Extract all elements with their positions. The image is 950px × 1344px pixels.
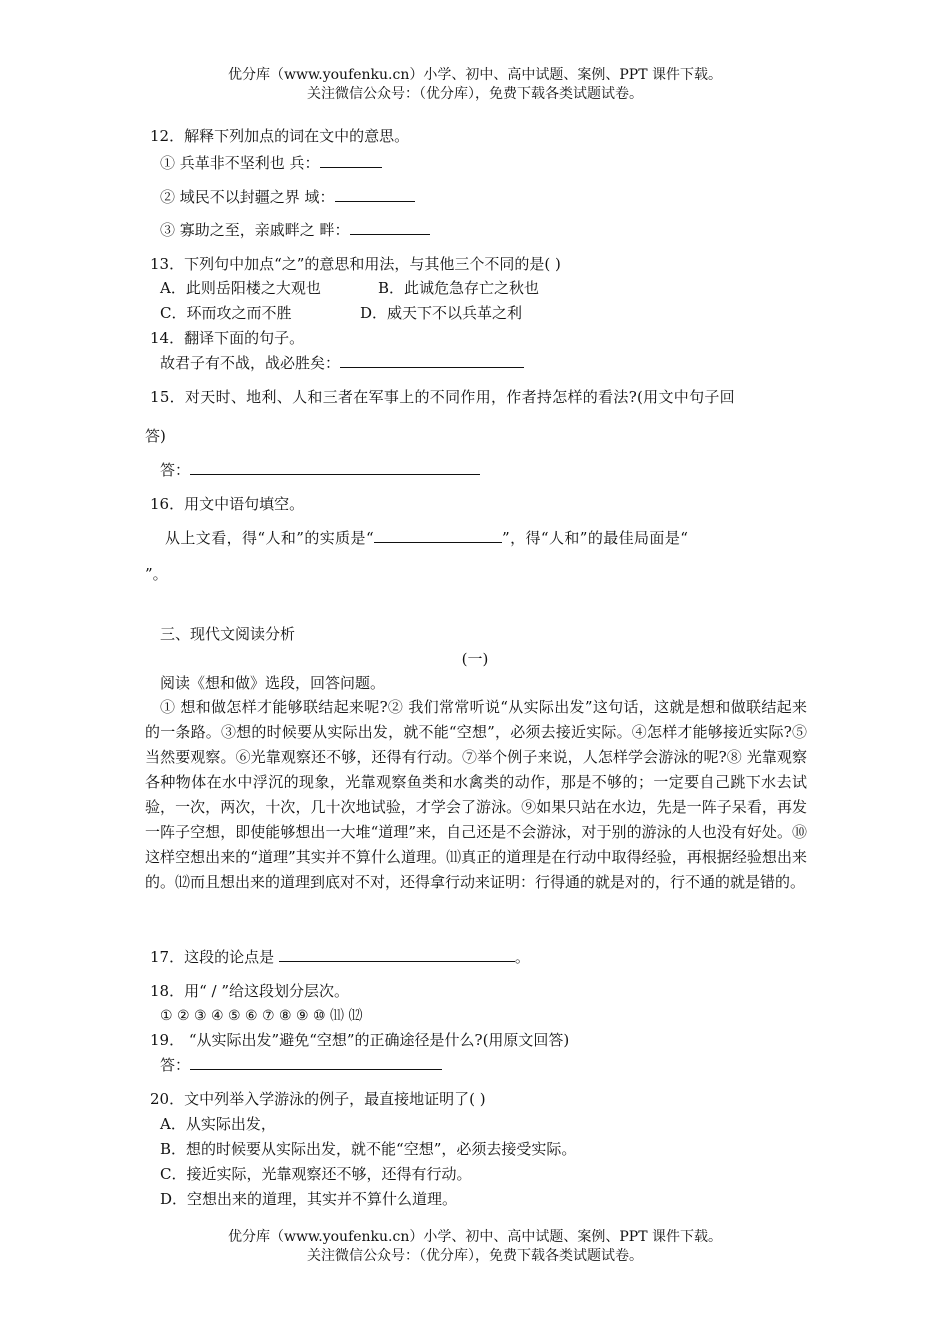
q16-stem: 16．用文中语句填空。 — [150, 495, 305, 513]
q13-option-b[interactable]: B．此诚危急存亡之秋也 — [378, 279, 540, 297]
q15-answer — [160, 459, 480, 481]
q17-stem: 17．这段的论点是 — [150, 948, 275, 966]
footer-line-1: 优分库（www.youfenku.cn）小学、初中、高中试题、案例、PPT 课件下载。 — [227, 1229, 722, 1245]
footer-line-2: 关注微信公众号：（优分库），免费下载各类试题试卷。 — [307, 1248, 643, 1264]
q19-answer — [160, 1054, 442, 1076]
q16-text-3: ”。 — [145, 565, 168, 583]
reading-passage: ① 想和做怎样才能够联结起来呢?② 我们常常听说“从实际出发”这句话，这就是想和做联结起来的一条路。③想的时候要从实际出发，就不能“空想”，必须去接近实际。④怎样才能够接近实际?⑤ 当然要观察。⑥光靠观察还不够，还得有行动。⑦举个例子来说，人怎样学会游泳的呢?⑧ 光靠观察各种物体在水中浮沉的现象，光靠观察鱼类和水禽类的动作，那是不够的；一定要自己跳下水去试验，一次，两次，十次，几十次地试验，才学会了游泳。⑨如果只站在水边，先是一阵子呆看，再发一阵子空想，即使能够想出一大堆“道理”来，自己还是不会游泳，对于别的游泳的人也没有好处。⑩这样空想出来的“道理”其实并不算什么道理。⑾真正的道理是在行动中取得经验，再根据经验想出来的。⑿而且想出来的道理到底对不对，还得拿行动来证明：行得通的就是对的，行不通的就是错的。 — [145, 698, 807, 891]
q19-stem: 19． “从实际出发”避免“空想”的正确途径是什么?(用原文回答) — [150, 1031, 570, 1049]
q20-option-a[interactable]: A．从实际出发， — [160, 1115, 276, 1133]
q15-answer-label: 答： — [160, 461, 191, 479]
q12-item-3-blank[interactable] — [350, 219, 430, 235]
q19-answer-label: 答： — [160, 1056, 191, 1074]
q20-stem: 20．文中列举入学游泳的例子，最直接地证明了( ) — [150, 1090, 486, 1108]
section-3-intro: 阅读《想和做》选段，回答问题。 — [160, 674, 386, 692]
q12-item-1-text: ① 兵革非不坚利也 兵： — [160, 154, 320, 172]
page-header — [0, 66, 950, 104]
q12-item-1 — [160, 152, 382, 174]
q14-sentence-text: 故君子有不战，战必胜矣： — [160, 354, 341, 372]
q14-sentence — [160, 352, 524, 374]
q13-stem: 13．下列句中加点“之”的意思和用法，与其他三个不同的是( ) — [150, 255, 561, 273]
q13-option-a[interactable]: A．此则岳阳楼之大观也 — [160, 279, 321, 297]
q14-stem: 14．翻译下面的句子。 — [150, 329, 305, 347]
q12-item-1-blank[interactable] — [320, 152, 382, 168]
q12-item-2-blank[interactable] — [335, 186, 415, 202]
q17 — [150, 946, 530, 968]
q12-item-3-text: ③ 寡助之至，亲戚畔之 畔： — [160, 221, 350, 239]
q12-stem: 12．解释下列加点的词在文中的意思。 — [150, 127, 410, 145]
section-3-title: 三、现代文阅读分析 — [160, 625, 296, 643]
page-footer — [0, 1228, 950, 1266]
q20-option-c[interactable]: C．接近实际，光靠观察还不够，还得有行动。 — [160, 1165, 472, 1183]
q18-marks: ① ② ③ ④ ⑤ ⑥ ⑦ ⑧ ⑨ ⑩ ⑾ ⑿ — [160, 1008, 363, 1024]
header-line-2: 关注微信公众号：（优分库），免费下载各类试题试卷。 — [307, 86, 643, 102]
q12-item-2-text: ② 域民不以封疆之界 域： — [160, 188, 335, 206]
q19-answer-blank[interactable] — [190, 1054, 442, 1070]
q15-answer-blank[interactable] — [190, 459, 480, 475]
q16-blank-1[interactable] — [374, 527, 502, 543]
q15-stem-line-2: 答) — [145, 427, 166, 445]
q16-fill-line — [165, 527, 688, 549]
q17-end: 。 — [514, 948, 530, 966]
section-3-subtitle: (一) — [461, 650, 489, 668]
q17-answer-blank[interactable] — [279, 946, 515, 962]
q12-item-3 — [160, 219, 430, 241]
q16-text-2: ”，得“人和”的最佳局面是“ — [502, 529, 689, 547]
q12-item-2 — [160, 186, 415, 208]
q15-stem-line-1: 15．对天时、地利、人和三者在军事上的不同作用，作者持怎样的看法?(用文中句子回 — [150, 388, 735, 406]
q20-option-b[interactable]: B．想的时候要从实际出发，就不能“空想”，必须去接受实际。 — [160, 1140, 577, 1158]
q16-text-1: 从上文看，得“人和”的实质是“ — [165, 529, 375, 547]
q13-option-d[interactable]: D．威天下不以兵革之利 — [360, 304, 523, 322]
q13-option-c[interactable]: C．环而攻之而不胜 — [160, 304, 292, 322]
q14-answer-blank[interactable] — [340, 352, 524, 368]
q20-option-d[interactable]: D．空想出来的道理，其实并不算什么道理。 — [160, 1190, 458, 1208]
q18-stem: 18．用“ / ”给这段划分层次。 — [150, 982, 350, 1000]
header-line-1: 优分库（www.youfenku.cn）小学、初中、高中试题、案例、PPT 课件下载。 — [227, 67, 722, 83]
